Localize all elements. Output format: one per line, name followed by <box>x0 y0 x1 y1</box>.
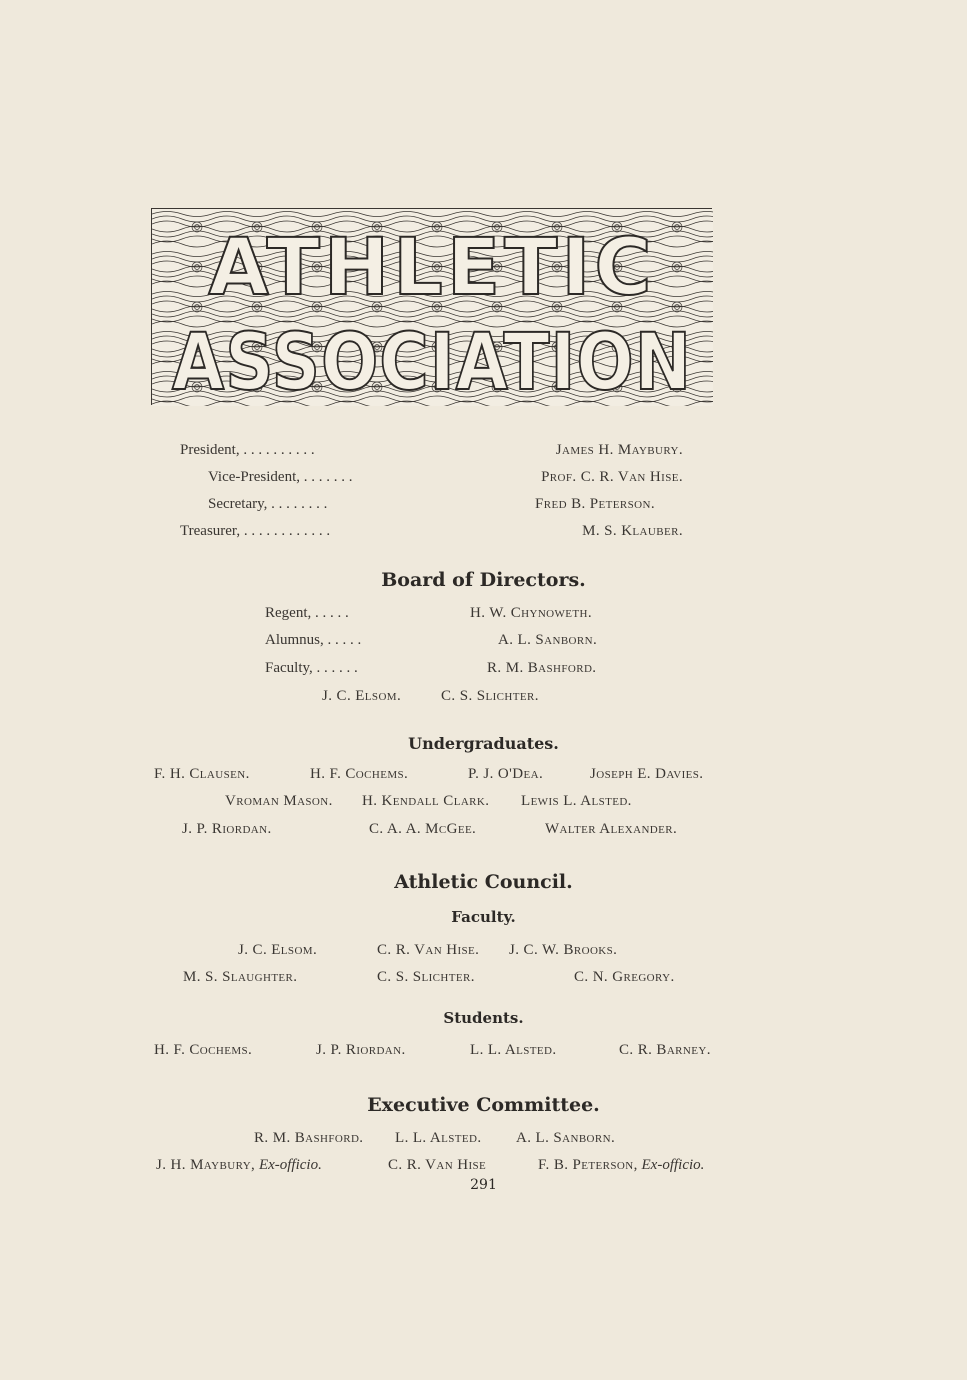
council-student-name: C. R. Barney. <box>619 1042 711 1058</box>
executive-member-name: L. L. Alsted. <box>395 1130 482 1146</box>
undergraduate-name: J. P. Riordan. <box>182 821 272 837</box>
executive-member-name: J. H. Maybury, <box>156 1157 256 1173</box>
executive-heading: Executive Committee. <box>367 1094 600 1116</box>
council-faculty-name: C. N. Gregory. <box>574 969 675 985</box>
board-name-regent: H. W. Chynoweth. <box>470 605 593 621</box>
council-students-heading: Students. <box>443 1009 524 1027</box>
council-student-name: L. L. Alsted. <box>470 1042 557 1058</box>
page-number: 291 <box>470 1177 497 1193</box>
officer-name-president: James H. Maybury. <box>555 442 683 458</box>
executive-member-name: R. M. Bashford. <box>254 1130 364 1146</box>
undergraduate-name: H. F. Cochems. <box>310 766 409 782</box>
undergraduate-name: F. H. Clausen. <box>154 766 250 782</box>
officer-label-secretary: Secretary, . . . . . . . . <box>208 496 328 512</box>
executive-member-name: F. B. Peterson, <box>538 1157 638 1173</box>
council-heading: Athletic Council. <box>394 871 573 893</box>
executive-ex-officio-member <box>538 1157 704 1174</box>
board-label-faculty: Faculty, . . . . . . <box>265 660 358 676</box>
undergraduate-name: Lewis L. Alsted. <box>521 793 632 809</box>
board-name-alumnus: A. L. Sanborn. <box>498 632 598 648</box>
ex-officio-note: Ex-officio. <box>641 1157 705 1173</box>
undergraduates-heading: Undergraduates. <box>408 734 559 753</box>
executive-member-name: A. L. Sanborn. <box>516 1130 616 1146</box>
undergraduate-name: C. A. A. McGee. <box>369 821 477 837</box>
undergraduate-name: Joseph E. Davies. <box>590 766 704 782</box>
council-faculty-heading: Faculty. <box>451 908 516 926</box>
undergraduate-name: Vroman Mason. <box>225 793 333 809</box>
council-faculty-name: M. S. Slaughter. <box>183 969 298 985</box>
banner-artwork <box>152 209 713 406</box>
undergraduate-name: H. Kendall Clark. <box>362 793 490 809</box>
ex-officio-note: Ex-officio. <box>258 1157 322 1173</box>
officer-name-treasurer: M. S. Klauber. <box>582 523 683 539</box>
undergraduate-name: Walter Alexander. <box>545 821 678 837</box>
banner-line-1: ATHLETIC <box>208 223 656 313</box>
council-faculty-name: J. C. W. Brooks. <box>509 942 618 958</box>
undergraduate-name: P. J. O'Dea. <box>468 766 544 782</box>
executive-ex-officio-member <box>156 1157 322 1174</box>
council-student-name: H. F. Cochems. <box>154 1042 253 1058</box>
officer-label-vice-president: Vice-President, . . . . . . . <box>208 469 353 485</box>
council-student-name: J. P. Riordan. <box>316 1042 406 1058</box>
executive-member-name: C. R. Van Hise <box>388 1157 487 1173</box>
council-faculty-name: J. C. Elsom. <box>238 942 318 958</box>
board-label-regent: Regent, . . . . . <box>265 605 349 621</box>
officer-name-secretary: Fred B. Peterson. <box>535 496 655 512</box>
council-faculty-name: C. S. Slichter. <box>377 969 475 985</box>
board-name-faculty: R. M. Bashford. <box>487 660 597 676</box>
banner-line-2: ASSOCIATION <box>172 318 692 408</box>
officer-name-vice-president: Prof. C. R. Van Hise. <box>541 469 683 485</box>
board-extra-member: C. S. Slichter. <box>441 688 539 704</box>
officer-label-president: President, . . . . . . . . . . <box>180 442 315 458</box>
officer-label-treasurer: Treasurer, . . . . . . . . . . . . <box>180 523 331 539</box>
athletic-association-banner <box>151 208 712 408</box>
board-label-alumnus: Alumnus, . . . . . <box>265 632 362 648</box>
board-extra-member: J. C. Elsom. <box>322 688 402 704</box>
board-heading: Board of Directors. <box>381 569 586 591</box>
council-faculty-name: C. R. Van Hise. <box>377 942 480 958</box>
